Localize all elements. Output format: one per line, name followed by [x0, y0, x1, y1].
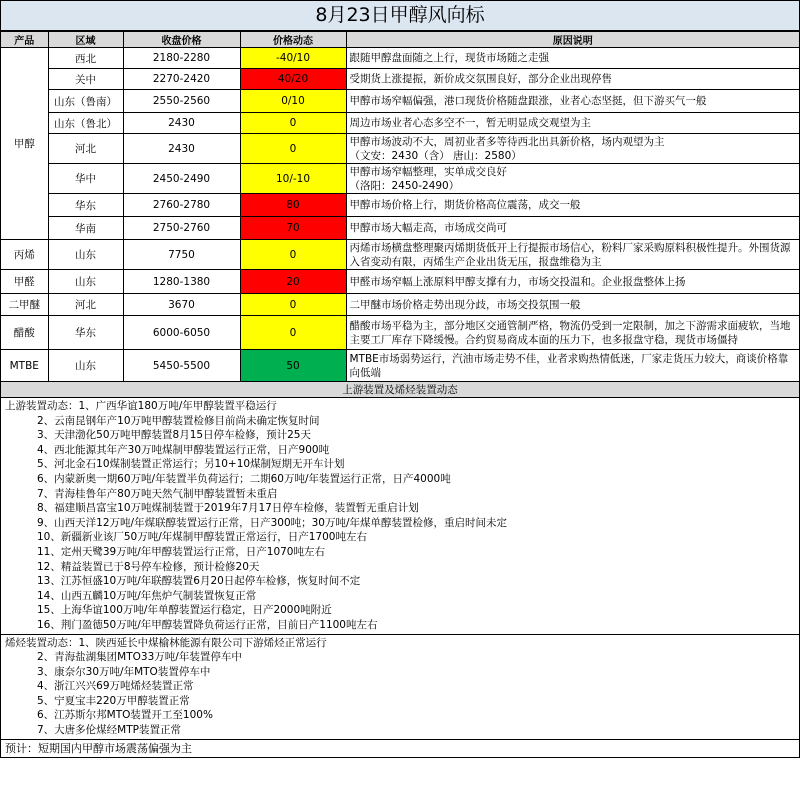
product-cell: 甲醛: [1, 270, 48, 294]
change-cell: 50: [240, 350, 346, 382]
reason-text: 醋酸市场平稳为主，部分地区交通管制严格，物流仍受到一定限制，加之下游需求面疲软，当地主要工厂库存下降缓慢。合约贸易商成本面的压力下，也多报盘守稳，现货市场僵持: [349, 319, 791, 346]
upstream-item: [5, 399, 795, 414]
table-row: [1, 164, 799, 194]
header-product: 产品: [1, 32, 48, 48]
table-header-row: [1, 32, 799, 48]
olefin-item: [5, 694, 795, 709]
reason-cell: [346, 316, 799, 350]
change-cell: 0/10: [240, 90, 346, 113]
upstream-item: [5, 457, 795, 472]
product-cell: 甲醇: [1, 48, 48, 240]
region-cell: 山东: [48, 350, 123, 382]
upstream-item-text: 1、广西华谊180万吨/年甲醇装置平稳运行: [78, 400, 277, 412]
region-cell: 山东（鲁南）: [48, 90, 123, 113]
upstream-item: [5, 560, 795, 575]
price-cell: 2550-2560: [123, 90, 240, 113]
table-row: [1, 113, 799, 134]
upstream-item-text: 8、福建顺昌富宝10万吨煤制装置于2019年7月17日停车检修，装置暂无重启计划: [37, 502, 419, 515]
change-cell: 0: [240, 113, 346, 134]
upstream-item: [5, 443, 795, 458]
olefin-item-text: 5、宁夏宝丰220万甲醇装置正常: [37, 694, 190, 707]
upstream-item: [5, 618, 795, 633]
upstream-item: [5, 516, 795, 531]
table-row: [1, 316, 799, 350]
reason-text: 甲醛市场窄幅上涨原料甲醇支撑有力，市场交投温和。企业报盘整体上扬: [349, 275, 686, 288]
upstream-item: [5, 472, 795, 487]
upstream-item: [5, 530, 795, 545]
table-row: [1, 69, 799, 90]
olefin-item: [5, 708, 795, 723]
reason-cell: [346, 217, 799, 240]
upstream-item-text: 3、天津渤化50万吨甲醇装置8月15日停车检修，预计25天: [37, 429, 311, 442]
change-cell: 80: [240, 194, 346, 217]
olefin-item-text: 2、青海盐湖集团MTO33万吨/年装置停车中: [37, 651, 242, 664]
price-cell: 7750: [123, 240, 240, 270]
upstream-section: [1, 398, 799, 635]
upstream-item-text: 12、精益装置已于8号停车检修，预计检修20天: [37, 560, 260, 573]
region-cell: 华东: [48, 316, 123, 350]
reason-text: 受期货上涨提振，新价成交氛围良好，部分企业出现停售: [349, 73, 612, 85]
reason-text: 甲醇市场波动不大，周初业者多等待西北出具新价格，场内观望为主: [349, 135, 665, 148]
change-cell: 0: [240, 316, 346, 350]
reason-text: 甲醇市场窄幅偏强，港口现货价格随盘跟涨，业者心态坚挺，但下游买气一般: [349, 95, 707, 107]
forecast-text: 预计：短期国内甲醇市场震荡偏强为主: [1, 740, 799, 758]
upstream-item: [5, 603, 795, 618]
price-cell: 2750-2760: [123, 217, 240, 240]
reason-text: 甲醇市场价格上行，期货价格高位震荡，成交一般: [349, 199, 581, 211]
price-cell: 3670: [123, 294, 240, 316]
region-cell: 关中: [48, 69, 123, 90]
upstream-item-text: 9、山西天洋12万吨/年煤联醇装置运行正常，日产300吨；30万吨/年煤单醇装置检修，重启时间未定: [37, 516, 508, 529]
reason-cell: [346, 164, 799, 194]
olefin-section: [1, 635, 799, 740]
olefin-item-text: 6、江苏斯尔邦MTO装置开工至100%: [37, 709, 213, 722]
section-title: 上游装置及烯烃装置动态: [1, 382, 799, 398]
table-row: [1, 294, 799, 316]
reason-text: 甲醇市场窄幅整理，实单成交良好: [349, 165, 507, 178]
region-cell: 西北: [48, 48, 123, 69]
upstream-item-text: 15、上海华谊100万吨/年单醇装置运行稳定，日产2000吨附近: [37, 604, 332, 617]
price-cell: 1280-1380: [123, 270, 240, 294]
price-table: [1, 31, 799, 398]
upstream-item: [5, 574, 795, 589]
reason-cell: [346, 194, 799, 217]
region-cell: 山东: [48, 240, 123, 270]
upstream-item-text: 7、青海桂鲁年产80万吨天然气制甲醇装置暂未重启: [37, 487, 278, 500]
reason-cell: [346, 270, 799, 294]
region-cell: 华南: [48, 217, 123, 240]
reason-cell: [346, 113, 799, 134]
table-row: [1, 217, 799, 240]
upstream-item-text: 14、山西五麟10万吨/年焦炉气制装置恢复正常: [37, 589, 257, 602]
change-cell: 40/20: [240, 69, 346, 90]
region-cell: 华东: [48, 194, 123, 217]
table-row: [1, 270, 799, 294]
price-cell: 2430: [123, 113, 240, 134]
header-region: 区域: [48, 32, 123, 48]
upstream-item: [5, 589, 795, 604]
upstream-item: [5, 414, 795, 429]
table-row: [1, 48, 799, 69]
upstream-item-text: 2、云南昆钢年产10万吨甲醇装置检修目前尚未确定恢复时间: [37, 414, 320, 427]
price-cell: 2760-2780: [123, 194, 240, 217]
region-cell: 山东（鲁北）: [48, 113, 123, 134]
upstream-item: [5, 501, 795, 516]
region-cell: 河北: [48, 134, 123, 164]
table-row: [1, 90, 799, 113]
upstream-item-text: 11、定州天鹭39万吨/年甲醇装置运行正常，日产1070吨左右: [37, 545, 325, 558]
header-price: 收盘价格: [123, 32, 240, 48]
price-cell: 2180-2280: [123, 48, 240, 69]
product-cell: 醋酸: [1, 316, 48, 350]
table-row: [1, 194, 799, 217]
price-cell: 2450-2490: [123, 164, 240, 194]
olefin-item-text: 1、陕西延长中煤榆林能源有限公司下游烯烃正常运行: [78, 636, 327, 649]
upstream-item-text: 5、河北金石10煤制装置正常运行；另10+10煤制短期无开车计划: [37, 458, 345, 471]
price-cell: 5450-5500: [123, 350, 240, 382]
olefin-item: [5, 723, 795, 738]
header-change: 价格动态: [240, 32, 346, 48]
change-cell: 0: [240, 294, 346, 316]
upstream-item: [5, 487, 795, 502]
price-cell: 6000-6050: [123, 316, 240, 350]
upstream-item: [5, 545, 795, 560]
change-cell: 70: [240, 217, 346, 240]
reason-text: 周边市场业者心态多空不一，暂无明显成交观望为主: [349, 117, 591, 129]
table-row: [1, 240, 799, 270]
reason-text: 跟随甲醇盘面随之上行，现货市场随之走强: [349, 52, 549, 64]
product-cell: MTBE: [1, 350, 48, 382]
region-cell: 山东: [48, 270, 123, 294]
olefin-label: 烯烃装置动态：: [5, 636, 79, 649]
reason-text: MTBE市场弱势运行，汽油市场走势不佳，业者求购热情低迷，厂家走货压力较大，商谈价格靠向低端: [349, 352, 789, 379]
olefin-item-text: 3、康奈尔30万吨/年MTO装置停车中: [37, 665, 211, 678]
product-cell: 丙烯: [1, 240, 48, 270]
upstream-item-text: 6、内蒙新奥一期60万吨/年装置半负荷运行；二期60万吨/年装置运行正常，日产4000吨: [37, 472, 451, 485]
reason-text: 甲醇市场大幅走高，市场成交尚可: [349, 222, 507, 234]
olefin-item-text: 4、浙江兴兴69万吨烯烃装置正常: [37, 680, 194, 693]
change-cell: -40/10: [240, 48, 346, 69]
change-cell: 20: [240, 270, 346, 294]
reason-text: 丙烯市场横盘整理聚丙烯期货低开上行提振市场信心，粉料厂家采购原料积极性提升。外围货源入省变动有限，丙烯生产企业出货无压，报盘维稳为主: [349, 241, 791, 268]
upstream-item-text: 4、西北能源其年产30万吨煤制甲醇装置运行正常，日产900吨: [37, 443, 330, 456]
olefin-item: [5, 679, 795, 694]
table-row: [1, 134, 799, 164]
reason-text: 二甲醚市场价格走势出现分歧，市场交投氛围一般: [349, 298, 581, 311]
olefin-item: [5, 636, 795, 651]
upstream-item-text: 16、荆门盈德50万吨/年甲醇装置降负荷运行正常，目前日产1100吨左右: [37, 618, 378, 631]
reason-cell: [346, 48, 799, 69]
table-row: [1, 350, 799, 382]
reason-detail: （文安：2430（含） 唐山：2580）: [349, 149, 522, 162]
olefin-item-text: 7、大唐多伦煤经MTP装置正常: [37, 724, 181, 737]
upstream-label: 上游装置动态：: [5, 400, 79, 412]
reason-cell: [346, 240, 799, 270]
olefin-item: [5, 650, 795, 665]
price-cell: 2430: [123, 134, 240, 164]
reason-cell: [346, 134, 799, 164]
reason-detail: （洛阳：2450-2490）: [349, 179, 460, 192]
product-cell: 二甲醚: [1, 294, 48, 316]
olefin-item: [5, 665, 795, 680]
price-cell: 2270-2420: [123, 69, 240, 90]
region-cell: 华中: [48, 164, 123, 194]
upstream-item-text: 10、新疆新业该厂50万吨/年煤制甲醇装置正常运行，日产1700吨左右: [37, 531, 367, 544]
region-cell: 河北: [48, 294, 123, 316]
page-title: 8月23日甲醇风向标: [1, 1, 799, 31]
change-cell: 0: [240, 134, 346, 164]
upstream-item-text: 13、江苏恒盛10万吨/年联醇装置6月20日起停车检修，恢复时间不定: [37, 575, 361, 588]
reason-cell: [346, 294, 799, 316]
reason-cell: [346, 350, 799, 382]
reason-cell: [346, 90, 799, 113]
upstream-item: [5, 428, 795, 443]
header-reason: 原因说明: [346, 32, 799, 48]
change-cell: 10/-10: [240, 164, 346, 194]
change-cell: 0: [240, 240, 346, 270]
reason-cell: [346, 69, 799, 90]
